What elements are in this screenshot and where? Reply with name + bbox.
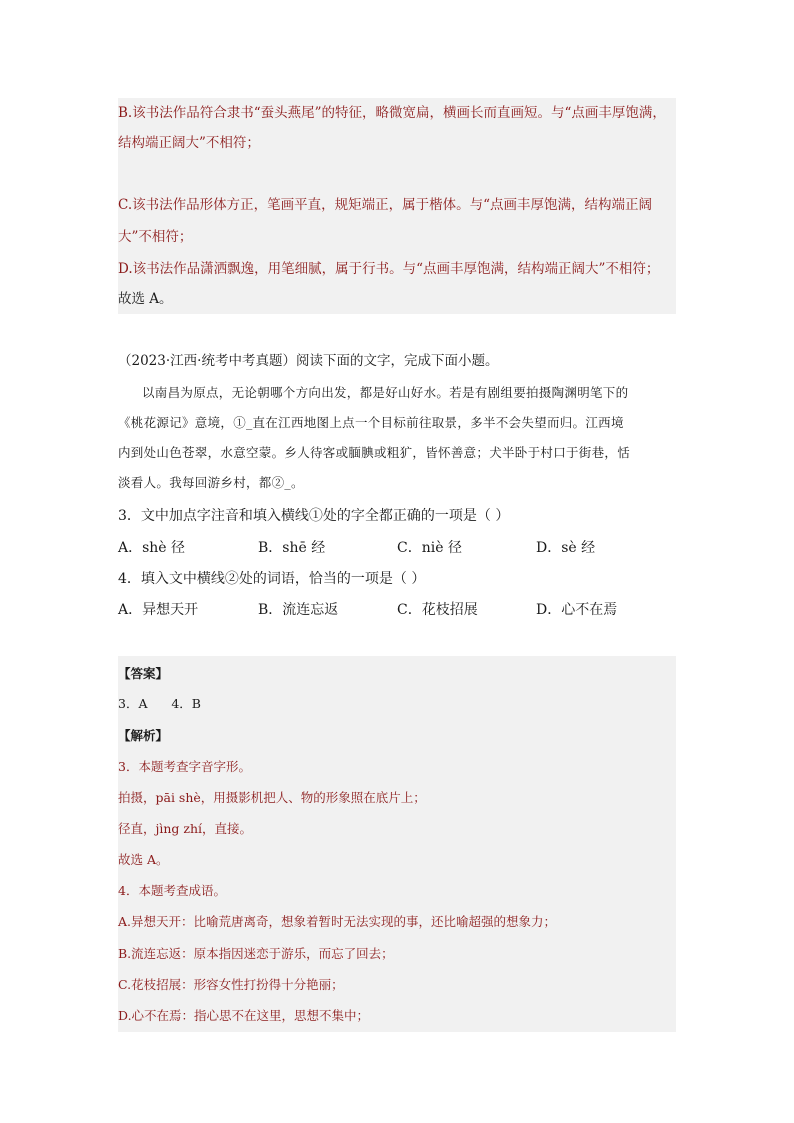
- analysis-line: B.流连忘返：原本指因迷恋于游乐，而忘了回去；: [118, 946, 394, 961]
- answer-header: 【答案】: [118, 666, 169, 681]
- question-3-stem: 3．文中加点字注音和填入横线①处的字全都正确的一项是（ ）: [118, 508, 510, 524]
- question-3-option-b: B．shē 经: [258, 540, 326, 556]
- passage-line: 淡看人。我每回游乡村，都②_。: [118, 475, 304, 490]
- passage-line: 以南昌为原点，无论朝哪个方向出发，都是好山好水。若是有剧组要拍摄陶渊明笔下的: [142, 385, 629, 400]
- analysis-line: C.花枝招展：形容女性打扮得十分艳丽；: [118, 977, 344, 992]
- question-3-option-c: C．niè 径: [397, 540, 462, 556]
- analysis-line: 3．本题考查字音字形。: [118, 759, 251, 774]
- question-4-option-d: D．心不在焉: [536, 602, 618, 618]
- question-4-option-c: C．花枝招展: [397, 602, 478, 618]
- analysis-line: 4．本题考查成语。: [118, 883, 226, 898]
- explanation-c-line2: 大”不相符；: [118, 229, 193, 245]
- answer-block: [118, 656, 676, 1032]
- analysis-line: 径直，jìng zhí，直接。: [118, 821, 253, 836]
- passage-line: 《桃花源记》意境，①_直在江西地图上点一个目标前往取景，多半不会失望而归。江西境: [118, 415, 624, 430]
- analysis-line: A.异想天开：比喻荒唐离奇，想象着暂时无法实现的事，还比喻超强的想象力；: [118, 914, 557, 929]
- document-page: [118, 0, 676, 1123]
- explanation-conclusion: 故选 A。: [118, 291, 173, 307]
- question-3-option-a: A．shè 径: [118, 540, 186, 556]
- question-4-option-b: B．流连忘返: [258, 602, 339, 618]
- answer-values: 3．A 4．B: [118, 696, 201, 711]
- explanation-b-line2: 结构端正阔大”不相符；: [118, 135, 260, 151]
- explanation-d-line1: D.该书法作品潇洒飘逸，用笔细腻，属于行书。与“点画丰厚饱满，结构端正阔大”不相符；: [118, 261, 660, 277]
- analysis-header: 【解析】: [118, 728, 169, 743]
- explanation-b-line1: B.该书法作品符合隶书“蚕头燕尾”的特征，略微宽扁，横画长而直画短。与“点画丰厚饱满，: [118, 105, 666, 121]
- question-3-option-d: D．sè 经: [536, 540, 596, 556]
- analysis-line: 拍摄，pāi shè，用摄影机把人、物的形象照在底片上；: [118, 790, 426, 805]
- question-source: （2023·江西·统考中考真题）阅读下面的文字，完成下面小题。: [118, 353, 499, 369]
- passage-line: 内到处山色苍翠，水意空蒙。乡人待客或腼腆或粗犷，皆怀善意；犬半卧于村口于街巷，恬: [118, 445, 631, 460]
- explanation-block: [118, 98, 676, 314]
- explanation-c-line1: C.该书法作品形体方正，笔画平直，规矩端正，属于楷体。与“点画丰厚饱满，结构端正阔: [118, 197, 653, 213]
- analysis-line: 故选 A。: [118, 852, 169, 867]
- question-4-option-a: A．异想天开: [118, 602, 199, 618]
- analysis-line: D.心不在焉：指心思不在这里，思想不集中；: [118, 1008, 370, 1023]
- question-4-stem: 4．填入文中横线②处的词语，恰当的一项是（ ）: [118, 571, 426, 587]
